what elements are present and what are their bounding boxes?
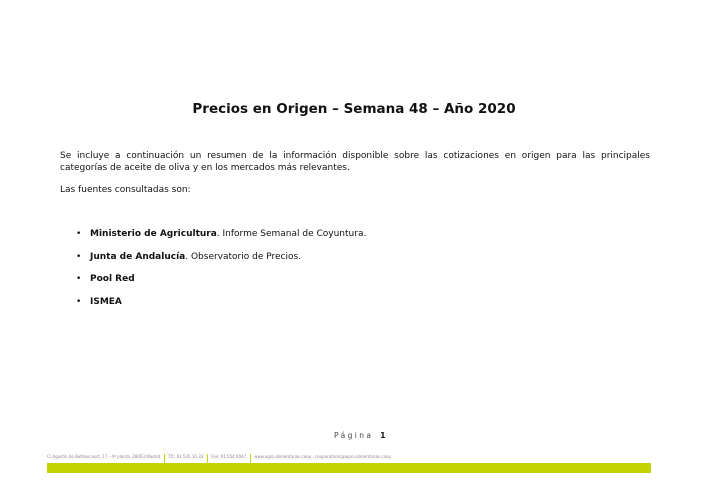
- source-name: Junta de Andalucía: [90, 251, 186, 262]
- bullet-icon: •: [76, 274, 82, 284]
- footer-fax: Fax: 91 554 0047: [211, 454, 247, 459]
- source-detail: . Informe Semanal de Coyuntura.: [216, 229, 367, 239]
- source-detail: . Observatorio de Precios.: [185, 251, 302, 262]
- footer-phone: Tlf.: 91 535 10 33: [168, 454, 204, 459]
- page-title: Precios en Origen – Semana 48 – Año 2020: [192, 101, 516, 117]
- source-name: Ministerio de Agricultura: [90, 229, 217, 239]
- footer-web-email: www.agro-alimentarias.coop · cooperativas@agro-alimentarias.coop: [254, 454, 392, 459]
- source-name: Pool Red: [90, 274, 135, 284]
- list-item: [60, 228, 366, 251]
- footer-divider: [207, 454, 208, 463]
- page-number-label: Página: [334, 431, 374, 440]
- list-item: [60, 273, 366, 296]
- sources-list: [60, 228, 366, 318]
- bullet-icon: •: [76, 251, 82, 262]
- footer-address: C/ Agustín de Bethencourt, 17 - 4ª planta. 28003 Madrid: [47, 454, 161, 459]
- bullet-icon: •: [76, 296, 82, 307]
- footer-accent-bar: [47, 463, 651, 473]
- footer-divider: [164, 454, 165, 463]
- list-item: [60, 296, 366, 319]
- bullet-icon: •: [76, 229, 82, 239]
- page-number: [334, 431, 385, 440]
- footer-divider: [250, 454, 251, 463]
- sources-heading: Las fuentes consultadas son:: [60, 185, 191, 195]
- page-number-value: 1: [380, 431, 386, 440]
- intro-paragraph: Se incluye a continuación un resumen de la información disponible sobre las cotizaciones en origen para las principales categorías de aceite de oliva y en los mercados más relevantes.: [60, 151, 650, 173]
- source-name: ISMEA: [90, 296, 122, 307]
- list-item: [60, 251, 366, 274]
